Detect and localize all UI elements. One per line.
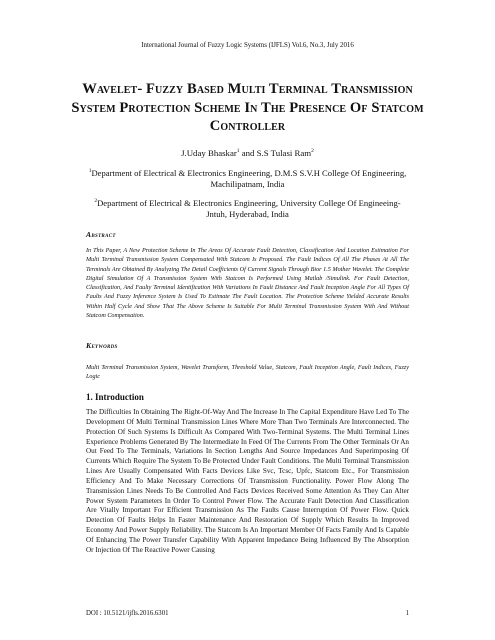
keywords-heading: Keywords: [86, 341, 118, 350]
author-line: [0, 148, 495, 158]
affiliation-2-mark: 2: [94, 198, 98, 204]
footer-doi: DOI : 10.5121/ijfls.2016.6301: [86, 610, 169, 617]
affiliation-2-text: Department of Electrical & Electronics Engineering, University College Of Engineeing-Jntuh, Hyderabad, India: [97, 197, 401, 219]
page-number: 1: [405, 610, 409, 617]
introduction-heading: 1. Introduction: [86, 392, 144, 402]
running-head: International Journal of Fuzzy Logic Systems (IJFLS) Vol.6, No.3, July 2016: [141, 42, 354, 49]
affiliation-2: [86, 196, 409, 220]
author-1-mark: 1: [236, 148, 240, 155]
affiliation-1-mark: 1: [88, 168, 92, 174]
paper-title: Wavelet- Fuzzy Based Multi Terminal Transmission System Protection Scheme In The Presence Of Statcom Controller: [71, 81, 424, 134]
affiliation-1: [86, 166, 409, 190]
author-2-mark: 2: [311, 148, 314, 155]
author-connector: and S.S Tulasi Ram: [239, 148, 312, 158]
author-1: J.Uday Bhaskar: [181, 148, 237, 158]
affiliation-1-text: Department of Electrical & Electronics Engineering, D.M.S S.V.H College Of Engineering, Machilipatnam, India: [91, 167, 407, 189]
introduction-text: The Difficulties In Obtaining The Right-Of-Way And The Increase In The Capital Expenditure Have Led To The Development Of Multi Terminal Transmission Lines Where More Than Two Terminals Are Interconnected. The Protection Of Such Systems Is Difficult As Compared With Two-Terminal Systems. The Multi Terminal Lines Experience Problems Generated By The Intermediate In Feed Of The Currents From The Other Terminals Or An Out Feed To The Terminals, Variations In Section Lengths And Source Impedances And Superimposing Of Currents Which Require The System To Be Protected Under Fault Conditions. The Multi Terminal Transmission Lines Are Usually Compensated With Facts Devices Like Svc, Tcsc, Upfc, Statcom Etc., For Transmission Efficiency And To Make Necessary Corrections Of Transmission Functionality. Power Flow Along The Transmission Lines Needs To Be Controlled And Facts Devices Received Some Attention As They Can Alter Power System Parameters In Order To Control Power Flow. The Accurate Fault Detection And Classification Are Vitally Important For Efficient Transmission As The Faults Cause Interruption Of Power Flow. Quick Detection Of Faults Helps In Faster Maintenance And Restoration Of Supply Which Results In Improved Economy And Power Supply Reliability. The Statcom Is An Important Member Of Facts Family And Is Capable Of Enhancing The Power Transfer Capability With Apparent Impedance Being Influenced By The Absorption Or Injection Of The Reactive Power Causing: [86, 408, 409, 554]
abstract-heading: Abstract: [86, 230, 116, 239]
keywords-text: Multi Terminal Transmission System, Wavelet Transform, Threshold Value, Statcom, Fault Inception Angle, Fault Indices, Fuzzy Logic: [86, 365, 409, 381]
abstract-text: In This Paper, A New Protection Scheme In The Areas Of Accurate Fault Detection, Classification And Location Estimation For Multi Terminal Transmission System Compensated With Statcom Is Proposed. The Fault Indices Of All The Phases At All The Terminals Are Obtained By Analyzing The Detail Coefficients Of Current Signals Through Bior 1.5 Mother Wavelet. The Complete Digital Simulation Of A Transmission System With Statcom Is Performed Using Matlab /Simulink. For Fault Detection, Classification, And Faulty Terminal Identification With Variations In Fault Distance And Fault Inception Angle For All Types Of Faults And Fuzzy Inference System Is Used To Estimate The Fault Location. The Protection Scheme Yielded Accurate Results Within Half Cycle And Show That The Above Scheme Is Suitable For Multi Terminal Transmission System With And Without Statcom Compensation.: [86, 248, 409, 320]
